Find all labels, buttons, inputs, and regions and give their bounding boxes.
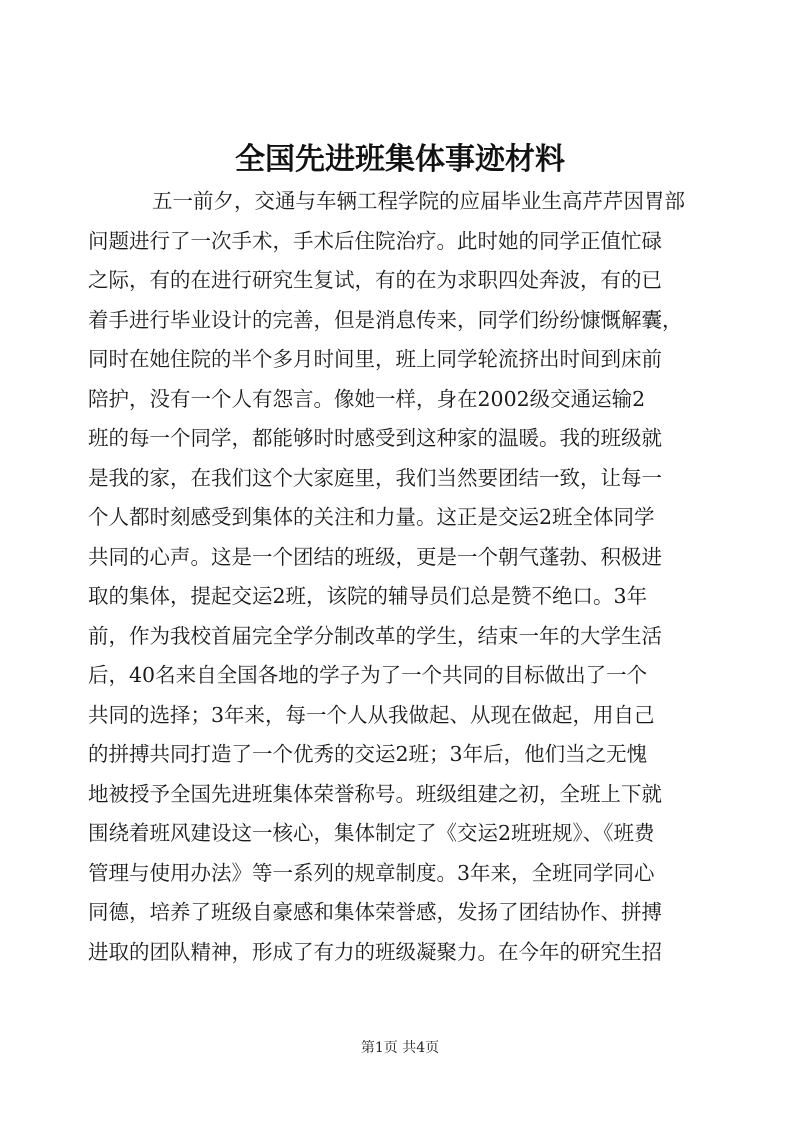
body-line: 共同的选择；3年来，每一个人从我做起、从现在做起，用自己 xyxy=(88,702,655,727)
body-line: 陪护，没有一个人有怨言。像她一样，身在2002级交通运输2 xyxy=(88,386,646,411)
body-line: 是我的家，在我们这个大家庭里，我们当然要团结一致，让每一 xyxy=(88,465,662,490)
body-line: 个人都时刻感受到集体的关注和力量。这正是交运2班全体同学 xyxy=(88,505,655,529)
body-line: 共同的心声。这是一个团结的班级，更是一个朝气蓬勃、积极进 xyxy=(88,544,662,569)
body-line: 着手进行毕业设计的完善，但是消息传来，同学们纷纷慷慨解囊， xyxy=(88,307,683,332)
document-body xyxy=(88,182,706,972)
body-line: 之际，有的在进行研究生复试，有的在为求职四处奔波，有的已 xyxy=(88,268,662,292)
body-line: 取的集体，提起交运2班，该院的辅导员们总是赞不绝口。3年 xyxy=(88,584,648,608)
body-line: 同时在她住院的半个多月时间里，班上同学轮流挤出时间到床前 xyxy=(88,347,662,371)
body-line: 前，作为我校首届完全学分制改革的学生，结束一年的大学生活 xyxy=(88,623,662,648)
body-line: 地被授予全国先进班集体荣誉称号。班级组建之初，全班上下就 xyxy=(88,781,662,806)
body-line: 五一前夕，交通与车辆工程学院的应届毕业生高芹芹因胃部 xyxy=(152,189,685,213)
body-line: 问题进行了一次手术，手术后住院治疗。此时她的同学正值忙碌 xyxy=(88,228,662,253)
body-line: 围绕着班风建设这一核心，集体制定了《交运2班班规》、《班费 xyxy=(88,821,655,845)
body-line: 后，40名来自全国各地的学子为了一个共同的目标做出了一个 xyxy=(88,663,648,687)
page-number: 第1页 共4页 xyxy=(360,1040,440,1056)
body-line: 进取的团队精神，形成了有力的班级凝聚力。在今年的研究生招 xyxy=(88,939,662,964)
document-title: 全国先进班集体事迹材料 xyxy=(235,142,565,177)
body-line: 管理与使用办法》等一系列的规章制度。3年来，全班同学同心 xyxy=(88,860,655,885)
page-footer xyxy=(0,1038,800,1058)
body-line: 班的每一个同学，都能够时时感受到这种家的温暖。我的班级就 xyxy=(88,426,662,450)
body-line: 同德，培养了班级自豪感和集体荣誉感，发扬了团结协作、拼搏 xyxy=(88,900,662,924)
body-line: 的拼搏共同打造了一个优秀的交运2班；3年后，他们当之无愧 xyxy=(88,742,648,766)
